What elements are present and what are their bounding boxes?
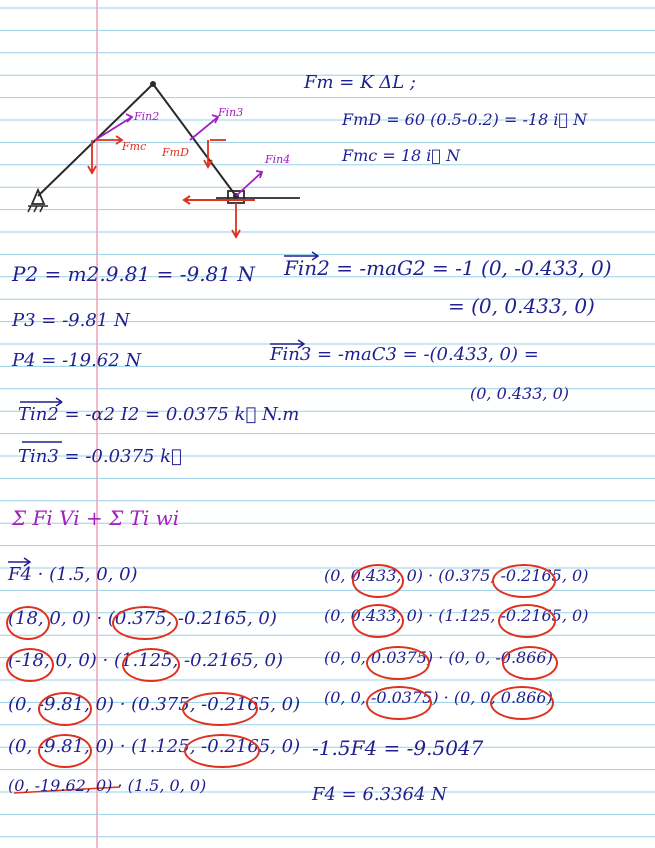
fin3-label: Fin3 (218, 106, 244, 119)
circle-annotation (352, 564, 404, 598)
left-row-2: (18, 0, 0) · (0.375, -0.2165, 0) (8, 608, 277, 629)
right-row-2: (0, 0.433, 0) · (1.125, -0.2165, 0) (324, 606, 589, 625)
left-row-5: (0, -9.81, 0) · (1.125, -0.2165, 0) (8, 736, 301, 757)
fin3-eq: Fin3 = -maC3 = -(0.433, 0) = (270, 344, 539, 365)
fin2-label: Fin2 (134, 110, 160, 123)
left-row-3: (-18, 0, 0) · (1.125, -0.2165, 0) (8, 650, 283, 671)
fmc-label: Fmc (122, 140, 147, 153)
tin3-eq: Tin3 = -0.0375 k⃗ (18, 446, 182, 467)
left-row-6: (0, -19.62, 0) · (1.5, 0, 0) (8, 776, 207, 795)
circle-annotation (122, 648, 180, 682)
mechanism-diagram (28, 81, 300, 237)
tin2-eq: Tin2 = -α2 I2 = 0.0375 k⃗ N.m (18, 404, 300, 425)
ground-hatch (28, 206, 48, 212)
result-equation: -1.5F4 = -9.5047 (312, 736, 484, 760)
fin3-result: (0, 0.433, 0) (470, 384, 569, 403)
circle-annotation (492, 564, 556, 598)
circle-annotation (366, 646, 430, 680)
right-row-1: (0, 0.433, 0) · (0.375, -0.2165, 0) (324, 566, 589, 585)
circle-annotation (498, 604, 556, 638)
fmc-eq: Fmc = 18 i⃗ N (342, 146, 461, 165)
p3-eq: P3 = -9.81 N (12, 310, 130, 331)
fin2-result: = (0, 0.433, 0) (448, 294, 595, 318)
circle-annotation (184, 734, 260, 768)
fmd-eq: FmD = 60 (0.5-0.2) = -18 i⃗ N (342, 110, 588, 129)
right-row-3: (0, 0, 0.0375) · (0, 0, -0.866) (324, 648, 553, 667)
result-value: F4 = 6.3364 N (312, 784, 447, 805)
fin4-label: Fin4 (265, 153, 291, 166)
circle-annotation (6, 606, 50, 640)
circle-annotation (490, 686, 554, 720)
circle-annotation (182, 692, 258, 726)
circle-annotation (112, 606, 178, 640)
left-row-1: F4 · (1.5, 0, 0) (8, 564, 138, 585)
p4-eq: P4 = -19.62 N (12, 350, 142, 371)
right-row-4: (0, 0, -0.0375) · (0, 0, 0.866) (324, 688, 553, 707)
circle-annotation (352, 604, 404, 638)
fin2-eq: Fin2 = -maG2 = -1 (0, -0.433, 0) (284, 256, 612, 280)
spring-force-eq: Fm = K ΔL ; (304, 72, 416, 93)
circle-annotation (38, 734, 92, 768)
p2-eq: P2 = m2.9.81 = -9.81 N (12, 262, 255, 286)
circle-annotation (6, 648, 54, 682)
circle-annotation (366, 686, 432, 720)
joint-b (150, 81, 156, 87)
circle-annotation (502, 646, 558, 680)
fin4-arrow (236, 172, 262, 196)
left-row-4: (0, -9.81, 0) · (0.375, -0.2165, 0) (8, 694, 301, 715)
circle-annotation (38, 692, 92, 726)
virtual-work-sum: Σ Fi Vi + Σ Ti wi (12, 506, 180, 530)
fmd-label: FmD (162, 146, 189, 159)
